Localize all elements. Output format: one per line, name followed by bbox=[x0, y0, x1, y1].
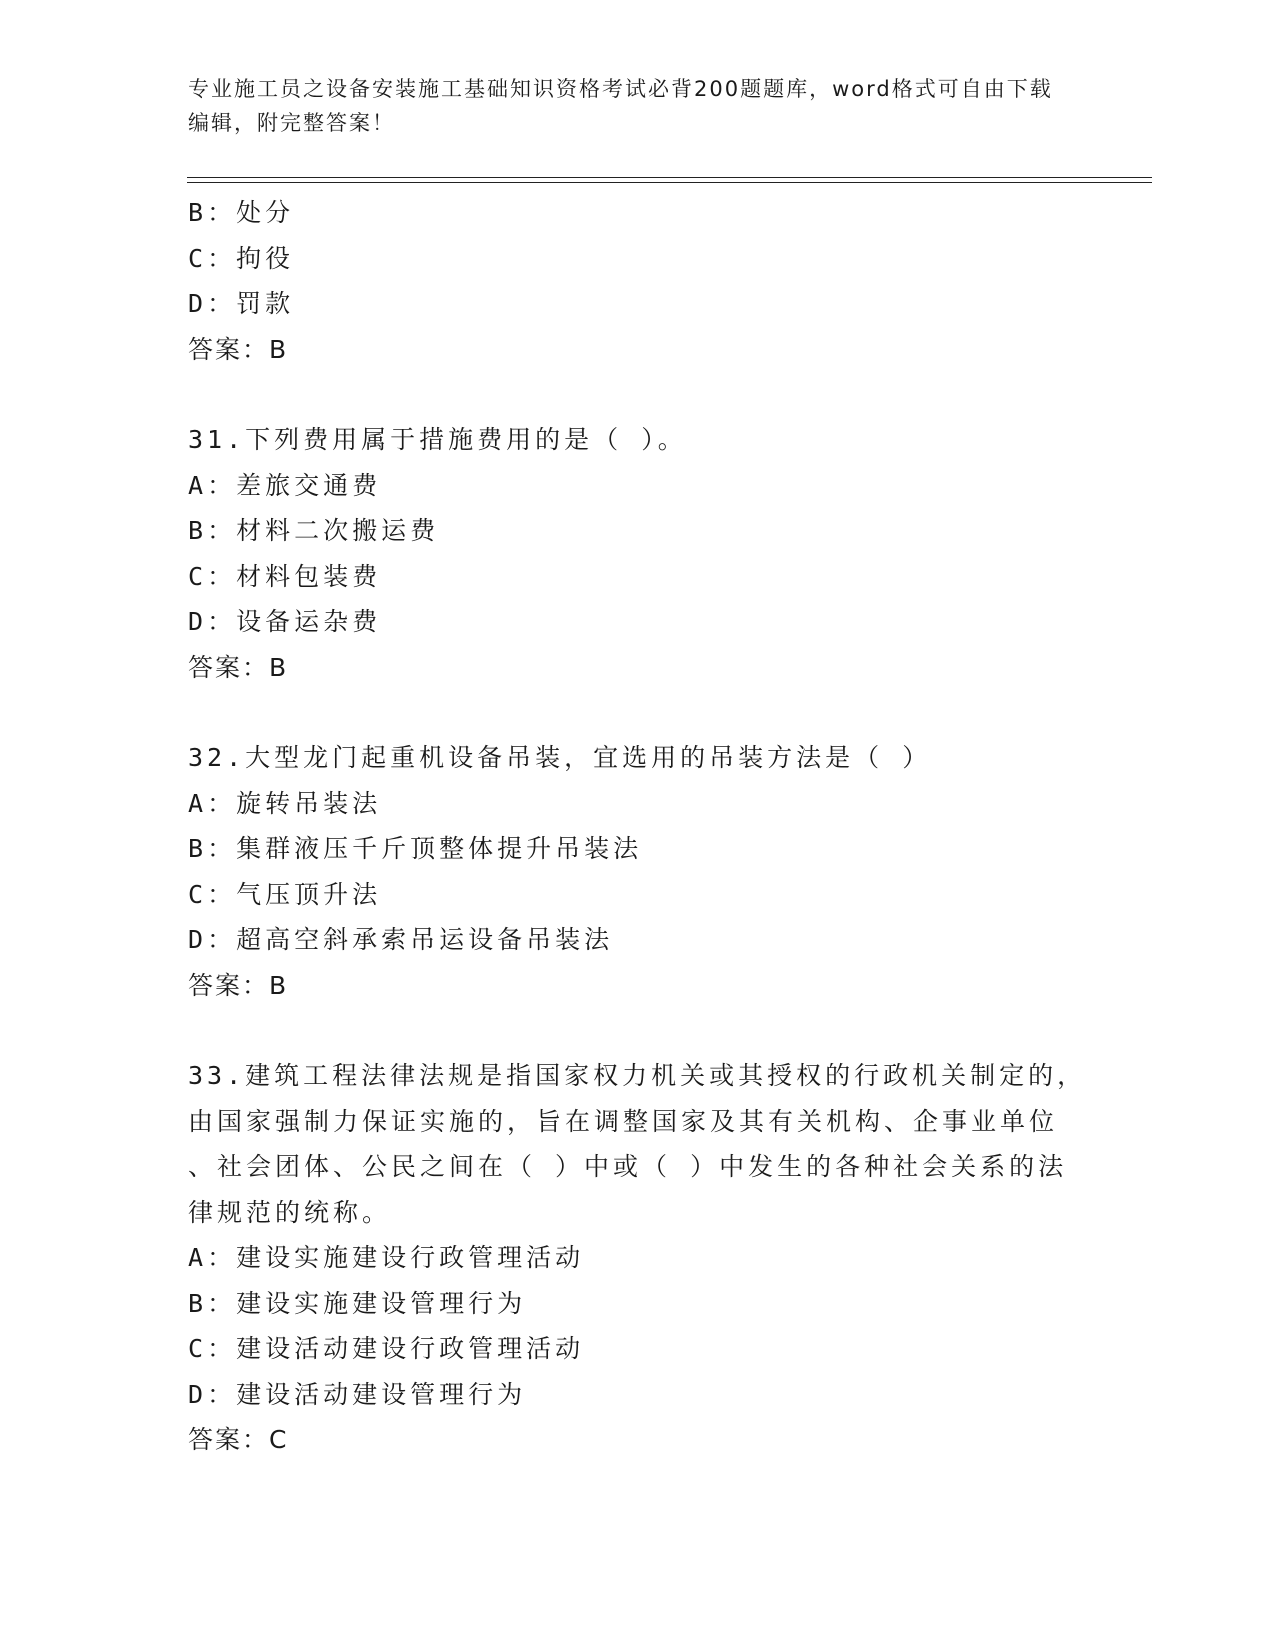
question-32 bbox=[188, 735, 1088, 1008]
option: B：建设实施建设管理行为 bbox=[188, 1288, 527, 1318]
option-letter: A bbox=[188, 788, 208, 818]
question-number: 31. bbox=[188, 425, 246, 454]
option-letter: D bbox=[188, 1379, 208, 1409]
option-text: 差旅交通费 bbox=[236, 470, 382, 500]
option: C：建设活动建设行政管理活动 bbox=[188, 1334, 585, 1363]
answer-line bbox=[188, 963, 1088, 1009]
option-text: 建设实施建设管理行为 bbox=[236, 1288, 527, 1318]
option-text: 罚款 bbox=[236, 289, 295, 318]
option-text: 拘役 bbox=[236, 243, 295, 273]
option-text: 建设活动建设管理行为 bbox=[236, 1379, 527, 1409]
option-letter: C bbox=[188, 243, 208, 273]
option-text: 气压顶升法 bbox=[236, 879, 382, 909]
question-text: 建筑工程法律法规是指国家权力机关或其授权的行政机关制定的， bbox=[245, 1061, 1087, 1090]
question-text: 下列费用属于措施费用的是（ ）。 bbox=[245, 425, 687, 454]
option-letter: C bbox=[188, 1334, 208, 1363]
option: D：建设活动建设管理行为 bbox=[188, 1379, 527, 1409]
question-stem bbox=[188, 735, 1088, 781]
option-letter: A bbox=[188, 1243, 208, 1272]
option: B：材料二次搬运费 bbox=[188, 516, 440, 545]
answer-label: 答案： bbox=[188, 970, 270, 1000]
option: A：差旅交通费 bbox=[188, 470, 382, 500]
option: A：建设实施建设行政管理活动 bbox=[188, 1243, 585, 1272]
prev-question-options bbox=[188, 190, 1088, 372]
question-text: 律规范的统称。 bbox=[188, 1197, 392, 1227]
option-text: 旋转吊装法 bbox=[236, 788, 382, 818]
question-stem-line bbox=[188, 1099, 1088, 1145]
option: D：罚款 bbox=[188, 289, 295, 318]
option-letter: B bbox=[188, 198, 208, 227]
answer-label: 答案： bbox=[188, 652, 270, 682]
answer-line bbox=[188, 327, 1088, 373]
answer-value: B bbox=[269, 970, 289, 1000]
question-text: 由国家强制力保证实施的，旨在调整国家及其有关机构、企事业单位 bbox=[188, 1106, 1059, 1136]
option: C：拘役 bbox=[188, 243, 295, 273]
document-title: 专业施工员之设备安装施工基础知识资格考试必背200题题库，word格式可自由下载编辑，附完整答案！ bbox=[188, 77, 1053, 135]
option-text: 材料包装费 bbox=[236, 561, 382, 591]
question-stem-line bbox=[188, 1144, 1088, 1190]
option-letter: B bbox=[188, 834, 208, 863]
option-text: 建设活动建设行政管理活动 bbox=[236, 1334, 585, 1363]
answer-line bbox=[188, 1417, 1088, 1463]
question-stem-line bbox=[188, 1190, 1088, 1236]
option-letter: C bbox=[188, 879, 208, 909]
option-letter: A bbox=[188, 470, 208, 500]
question-text: 、社会团体、公民之间在（ ）中或（ ）中发生的各种社会关系的法 bbox=[188, 1152, 1068, 1181]
option: C：气压顶升法 bbox=[188, 879, 382, 909]
answer-value: B bbox=[269, 652, 289, 682]
answer-label: 答案： bbox=[188, 1425, 270, 1454]
document-header bbox=[188, 72, 1068, 140]
option-letter: D bbox=[188, 607, 208, 636]
header-rule-bottom bbox=[187, 182, 1152, 183]
option-text: 处分 bbox=[236, 198, 295, 227]
question-text: 大型龙门起重机设备吊装，宜选用的吊装方法是（ ） bbox=[245, 743, 932, 772]
question-31 bbox=[188, 417, 1088, 690]
option: D：设备运杂费 bbox=[188, 607, 382, 636]
question-number: 33. bbox=[188, 1061, 246, 1090]
answer-value: B bbox=[269, 334, 289, 364]
answer-value: C bbox=[269, 1425, 289, 1454]
answer-line bbox=[188, 645, 1088, 691]
question-list bbox=[188, 190, 1088, 1463]
question-stem bbox=[188, 417, 1088, 463]
option: C：材料包装费 bbox=[188, 561, 382, 591]
option-letter: D bbox=[188, 289, 208, 318]
option: B：集群液压千斤顶整体提升吊装法 bbox=[188, 834, 643, 863]
header-rule-top bbox=[187, 177, 1152, 178]
question-stem-line bbox=[188, 1053, 1088, 1099]
option: D：超高空斜承索吊运设备吊装法 bbox=[188, 925, 614, 954]
option-text: 超高空斜承索吊运设备吊装法 bbox=[236, 925, 614, 954]
option: B：处分 bbox=[188, 198, 295, 227]
answer-label: 答案： bbox=[188, 334, 270, 364]
option-text: 集群液压千斤顶整体提升吊装法 bbox=[236, 834, 643, 863]
question-number: 32. bbox=[188, 743, 246, 772]
option-letter: B bbox=[188, 1288, 208, 1318]
option-letter: D bbox=[188, 925, 208, 954]
option-letter: C bbox=[188, 561, 208, 591]
option-text: 设备运杂费 bbox=[236, 607, 382, 636]
question-33 bbox=[188, 1053, 1088, 1463]
option: A：旋转吊装法 bbox=[188, 788, 382, 818]
option-letter: B bbox=[188, 516, 208, 545]
option-text: 建设实施建设行政管理活动 bbox=[236, 1243, 585, 1272]
option-text: 材料二次搬运费 bbox=[236, 516, 440, 545]
